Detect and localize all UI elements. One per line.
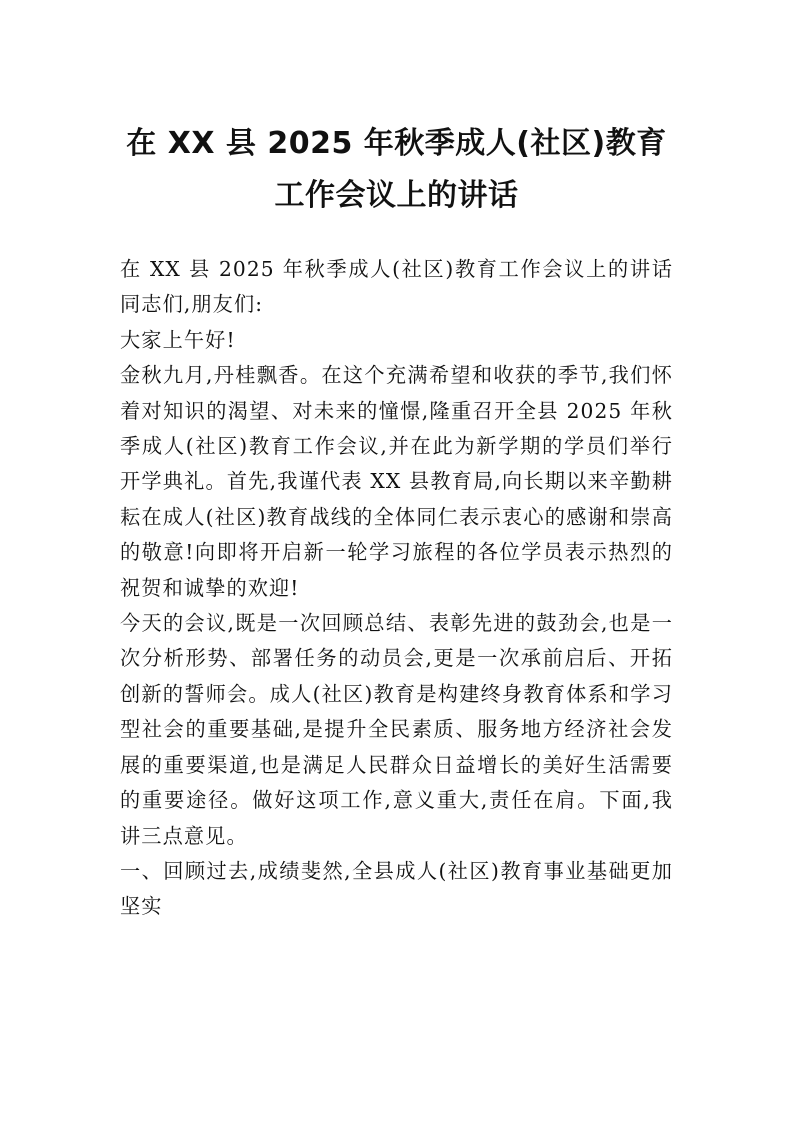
paragraph-meeting-purpose: 今天的会议,既是一次回顾总结、表彰先进的鼓劲会,也是一次分析形势、部署任务的动员会,更是一次承前启后、开拓创新的誓师会。成人(社区)教育是构建终身教育体系和学习型社会的重要基础,是提升全民素质、服务地方经济社会发展的重要渠道,也是满足人民群众日益增长的美好生活需要的重要途径。做好这项工作,意义重大,责任在肩。下面,我讲三点意见。 [120,611,673,848]
paragraph-intro: 金秋九月,丹桂飘香。在这个充满希望和收获的季节,我们怀着对知识的渴望、对未来的憧憬,隆重召开全县 2025 年秋季成人(社区)教育工作会议,并在此为新学期的学员们举行开学典礼。首先,我谨代表 XX 县教育局,向长期以来辛勤耕耘在成人(社区)教育战线的全体同仁表示衷心的感谢和崇高的敬意!向即将开启新一轮学习旅程的各位学员表示热烈的祝贺和诚挚的欢迎! [120,363,673,600]
section-heading-1: 一、回顾过去,成绩斐然,全县成人(社区)教育事业基础更加坚实 [120,858,673,919]
document-title: 在 XX 县 2025 年秋季成人(社区)教育工作会议上的讲话 [126,126,667,213]
paragraph-opening: 在 XX 县 2025 年秋季成人(社区)教育工作会议上的讲话同志们,朋友们: [120,257,673,317]
paragraph-greeting: 大家上午好! [120,327,236,352]
